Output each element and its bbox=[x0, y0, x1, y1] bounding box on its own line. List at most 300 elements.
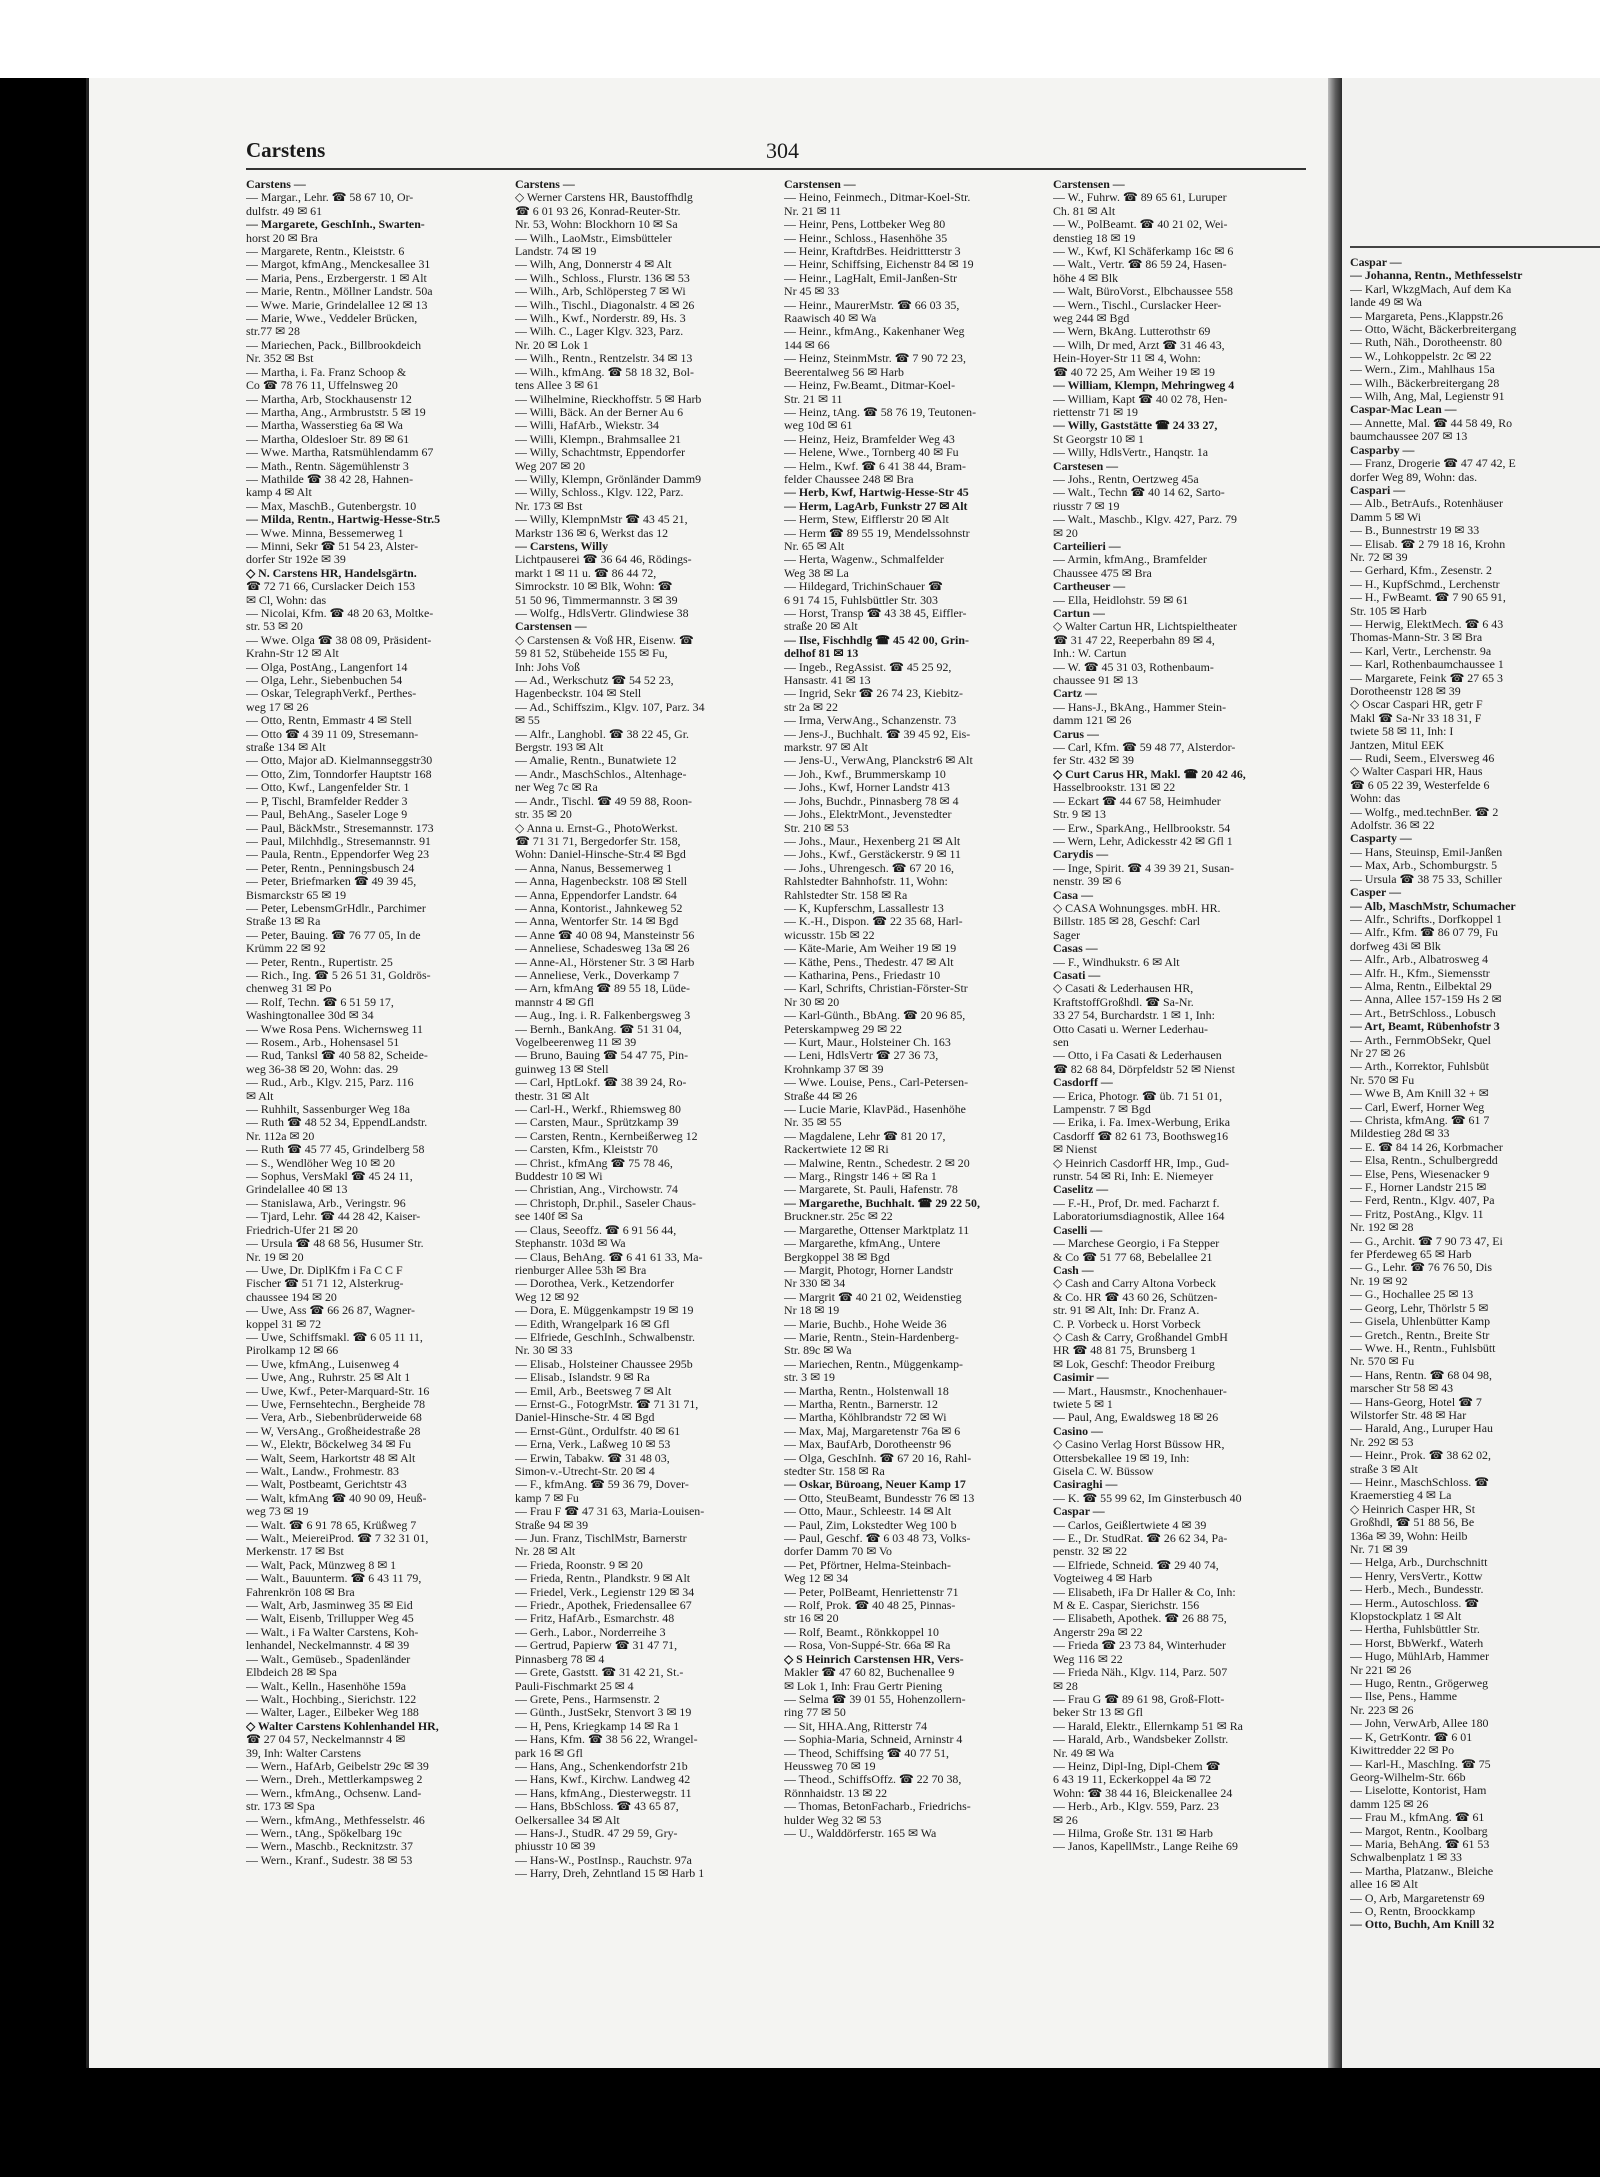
directory-entry-line: Str. 105 ✉ Harb bbox=[1350, 604, 1427, 618]
directory-entry-line: — Margot, kfmAng., Menckesallee 31 bbox=[246, 258, 431, 272]
directory-entry-line: — Wern., kfmAng., Ochsenw. Land- bbox=[246, 1786, 422, 1800]
directory-entry-line: chaussee 194 ✉ 20 bbox=[246, 1290, 337, 1304]
directory-entry-line: — Dora, E. Müggenkampstr 19 ✉ 19 bbox=[515, 1304, 694, 1318]
directory-entry-line: — Fritz, PostAng., Klgv. 11 bbox=[1350, 1207, 1484, 1221]
directory-entry-line: — Heinr., MaurerMstr. ☎ 66 03 35, bbox=[784, 298, 960, 312]
directory-entry-line: — Karl, Vertr., Lerchenstr. 9a bbox=[1350, 644, 1492, 658]
directory-entry-line: — Paul, BäckMstr., Stresemannstr. 173 bbox=[246, 821, 434, 835]
directory-entry-line: Daniel-Hinsche-Str. 4 ✉ Bgd bbox=[515, 1411, 655, 1425]
directory-entry-line: — Rolf, Techn. ☎ 6 51 59 17, bbox=[246, 995, 394, 1009]
directory-entry-line: — Rosem., Arb., Hohensasel 51 bbox=[246, 1036, 400, 1049]
directory-entry-line: — Anna, Nanus, Bessemerweg 1 bbox=[515, 861, 673, 875]
directory-entry-line: ◇ Casati & Lederhausen HR, bbox=[1053, 982, 1194, 996]
surname-heading: Casimir — bbox=[1053, 1371, 1109, 1385]
directory-entry-line: — Willy, Klempn, Grönländer Damm9 bbox=[515, 472, 702, 486]
directory-entry-line: Rahlstedter Bahnhofstr. 11, Wohn: bbox=[784, 875, 948, 889]
directory-entry-line: Ottersbekallee 19 ✉ 19, Inh: bbox=[1053, 1451, 1190, 1465]
directory-entry-line: — Hans, Ang., Schenkendorfstr 21b bbox=[515, 1759, 688, 1773]
directory-entry-line: — Emil, Arb., Beetsweg 7 ✉ Alt bbox=[515, 1384, 672, 1398]
directory-entry-line: ☎ 71 31 71, Bergedorfer Str. 158, bbox=[515, 834, 681, 848]
directory-entry-line: — Arth., FernmObSekr, Quel bbox=[1350, 1033, 1491, 1047]
directory-entry-line: — Leni, HdlsVertr ☎ 27 36 73, bbox=[784, 1049, 939, 1063]
directory-entry-line: — Anna, Eppendorfer Landstr. 64 bbox=[515, 888, 677, 902]
directory-entry-line: — Hugo, MühlArb, Hammer bbox=[1350, 1650, 1490, 1664]
surname-heading: Caspar-Mac Lean — bbox=[1350, 403, 1457, 417]
directory-entry-line: Peterskampweg 29 ✉ 22 bbox=[784, 1022, 902, 1036]
directory-entry-line: — Marchese Georgio, i Fa Stepper bbox=[1053, 1237, 1220, 1251]
directory-entry-line: — Otto, Rentn, Emmastr 4 ✉ Stell bbox=[246, 714, 412, 728]
directory-entry-line: ✉ Lok, Geschf: Theodor Freiburg bbox=[1053, 1357, 1215, 1371]
directory-entry-line: — Willi, Bäck. An der Berner Au 6 bbox=[515, 405, 684, 419]
directory-entry-line: — Carl, Kfm. ☎ 59 48 77, Alsterdor- bbox=[1053, 741, 1236, 755]
directory-entry-line: — Andr., MaschSchlos., Altenhage- bbox=[515, 767, 687, 781]
directory-entry-line: — Paul, Milchhdlg., Stresemannstr. 91 bbox=[246, 834, 431, 848]
directory-entry-line: — Gerhard, Kfm., Zesenstr. 2 bbox=[1350, 564, 1492, 578]
directory-entry-line: Laboratoriumsdiagnostik, Allee 164 bbox=[1053, 1210, 1225, 1224]
directory-entry-line: Buddestr 10 ✉ Wi bbox=[515, 1170, 603, 1184]
directory-entry-line: — Rich., Ing. ☎ 5 26 51 31, Goldrös- bbox=[246, 968, 431, 982]
directory-entry-line: Weg 207 ✉ 20 bbox=[515, 459, 586, 473]
directory-entry-line: — Hans-J., StudR. 47 29 59, Gry- bbox=[515, 1826, 678, 1840]
directory-entry-line: denstieg 18 ✉ 19 bbox=[1053, 231, 1136, 245]
directory-entry-line: Bergstr. 193 ✉ Alt bbox=[515, 741, 604, 755]
directory-entry-line: — Otto, i Fa Casati & Lederhausen bbox=[1053, 1049, 1222, 1063]
directory-entry-line: riusstr 7 ✉ 19 bbox=[1053, 499, 1120, 513]
directory-entry-line: Nr 330 ✉ 34 bbox=[784, 1277, 846, 1291]
directory-entry-line: — Herta, Wagenw., Schmalfelder bbox=[784, 553, 944, 567]
directory-entry-line: — Willy, Schloss., Klgv. 122, Parz. bbox=[515, 486, 684, 500]
directory-entry-line: — Helene, Wwe., Tornberg 40 ✉ Fu bbox=[784, 446, 959, 460]
directory-entry-line: Bismarckstr 65 ✉ 19 bbox=[246, 888, 347, 902]
directory-entry-line: ☎ 82 68 84, Dörpfeldstr 52 ✉ Nienst bbox=[1053, 1062, 1235, 1076]
directory-entry-line: — Hans-W., PostInsp., Rauchstr. 97a bbox=[515, 1853, 692, 1867]
directory-entry-line: — Wilh, Ang, Donnerstr 4 ✉ Alt bbox=[515, 258, 672, 272]
directory-entry-line: — Peter, PolBeamt, Henriettenstr 71 bbox=[784, 1585, 959, 1599]
directory-entry-line: — Uwe, Ang., Ruhrstr. 25 ✉ Alt 1 bbox=[246, 1371, 411, 1385]
directory-entry-line: Thomas-Mann-Str. 3 ✉ Bra bbox=[1350, 631, 1483, 645]
directory-entry-line: — Ilse, Pens., Hamme bbox=[1350, 1690, 1457, 1704]
directory-entry-line: Weg 12 ✉ 92 bbox=[515, 1290, 580, 1304]
directory-entry-line: Inh.: W. Cartun bbox=[1053, 647, 1127, 661]
directory-entry-line: Bruckner.str. 25c ✉ 22 bbox=[784, 1210, 893, 1224]
directory-entry-line: — Martha, Rentn., Barnerstr. 12 bbox=[784, 1397, 938, 1411]
directory-entry-line: Nr. 570 ✉ Fu bbox=[1350, 1073, 1415, 1087]
directory-entry-line: dorfer Weg 89, Wohn: das. bbox=[1350, 470, 1478, 484]
directory-entry-line: — Karl-Günth., BbAng. ☎ 20 96 85, bbox=[784, 1009, 966, 1023]
directory-entry-line: Mildestieg 28d ✉ 33 bbox=[1350, 1127, 1450, 1141]
directory-entry-line: — S., Wendlöher Weg 10 ✉ 20 bbox=[246, 1156, 395, 1170]
directory-entry-line: — Alfr., Schrifts., Dorfkoppel 1 bbox=[1350, 912, 1502, 926]
directory-entry-line: — Elisab., Islandstr. 9 ✉ Ra bbox=[515, 1371, 650, 1385]
directory-entry-line: — Armin, kfmAng., Bramfelder bbox=[1053, 553, 1207, 567]
directory-entry-line: — John, VerwArb, Allee 180 bbox=[1350, 1717, 1489, 1731]
directory-entry-line: allee 16 ✉ Alt bbox=[1350, 1878, 1418, 1892]
directory-entry-line: Nr. 65 ✉ Alt bbox=[784, 539, 845, 553]
directory-entry-line: — Wilh. C., Lager Klgv. 323, Parz. bbox=[515, 325, 684, 339]
directory-entry-line: — Wern, BkAng. Lutterothstr 69 bbox=[1053, 325, 1211, 339]
directory-entry-line: — Alfr., Kfm. ☎ 86 07 79, Fu bbox=[1350, 926, 1498, 940]
directory-entry-line: Nr 18 ✉ 19 bbox=[784, 1304, 840, 1318]
directory-entry-line: — Walt, Seem, Harkortstr 48 ✉ Alt bbox=[246, 1451, 416, 1465]
directory-entry-line: — Paula, Rentn., Eppendorfer Weg 23 bbox=[246, 848, 430, 862]
directory-entry-line: — Johanna, Rentn., Methfesselstr bbox=[1350, 269, 1523, 283]
directory-entry-line: — Lucie Marie, KlavPäd., Hasenhöhe bbox=[784, 1103, 966, 1117]
surname-heading: Casper — bbox=[1350, 886, 1401, 900]
directory-entry-line: chaussee 91 ✉ 13 bbox=[1053, 674, 1138, 688]
directory-entry-line: — Hans, BbSchloss. ☎ 43 65 87, bbox=[515, 1800, 679, 1814]
directory-entry-line: — Hans-J., BkAng., Hammer Stein- bbox=[1053, 700, 1227, 714]
directory-entry-line: lande 49 ✉ Wa bbox=[1350, 296, 1422, 310]
directory-entry-line: — Jun. Franz, TischlMstr, Barnerstr bbox=[515, 1532, 687, 1546]
directory-entry-line: — Art., BetrSchloss., Lobusch bbox=[1350, 1006, 1496, 1020]
directory-entry-line: — Theod., SchiffsOffz. ☎ 22 70 38, bbox=[784, 1773, 962, 1787]
directory-entry-line: Merkenstr. 17 ✉ Bst bbox=[246, 1545, 344, 1559]
directory-entry-line: Nr. 19 ✉ 92 bbox=[1350, 1274, 1408, 1288]
directory-entry-line: — Carsten, Rentn., Kernbeißerweg 12 bbox=[515, 1129, 698, 1143]
directory-entry-line: Schwalbenplatz 1 ✉ 33 bbox=[1350, 1851, 1462, 1865]
directory-entry-line: 59 81 52, Stübeheide 155 ✉ Fu, bbox=[515, 647, 668, 661]
directory-entry-line: Elbdeich 28 ✉ Spa bbox=[246, 1666, 337, 1680]
directory-entry-line: — Herm, Stew, Eifflerstr 20 ✉ Alt bbox=[784, 513, 949, 527]
directory-entry-line: — Arn, kfmAng ☎ 89 55 18, Lüde- bbox=[515, 982, 690, 996]
directory-entry-line: — G., Archit. ☎ 7 90 73 47, Ei bbox=[1350, 1234, 1503, 1248]
directory-entry-line: — O, Arb, Margaretenstr 69 bbox=[1350, 1891, 1485, 1905]
directory-entry-line: — F., kfmAng. ☎ 59 36 79, Dover- bbox=[515, 1478, 689, 1492]
surname-heading: Casparby — bbox=[1350, 443, 1415, 457]
directory-entry-line: — Anna, Kontorist., Jahnkeweg 52 bbox=[515, 901, 683, 915]
directory-entry-line: — Ruth ☎ 45 77 45, Grindelberg 58 bbox=[246, 1143, 425, 1157]
directory-entry-line: ✉ Alt bbox=[246, 1089, 274, 1103]
directory-entry-line: ✉ Nienst bbox=[1053, 1143, 1097, 1157]
directory-entry-line: Nr 221 ✉ 26 bbox=[1350, 1663, 1412, 1677]
directory-entry-line: — Max, BaufArb, Dorotheenstr 96 bbox=[784, 1438, 952, 1452]
directory-entry-line: Nr. 19 ✉ 20 bbox=[246, 1250, 304, 1264]
directory-entry-line: — William, Kapt ☎ 40 02 78, Hen- bbox=[1053, 392, 1228, 406]
directory-entry-line: — Ernst-G., FotogrMstr. ☎ 71 31 71, bbox=[515, 1397, 699, 1411]
directory-columns bbox=[246, 178, 1316, 2033]
directory-entry-line: — Hilma, Große Str. 131 ✉ Harb bbox=[1053, 1826, 1213, 1840]
directory-entry-line: — Frau G ☎ 89 61 98, Groß-Flott- bbox=[1053, 1692, 1225, 1706]
directory-entry-line: — Walt., Landw., Frohmestr. 83 bbox=[246, 1465, 399, 1478]
directory-entry-line: — Frieda Näh., Klgv. 114, Parz. 507 bbox=[1053, 1666, 1228, 1680]
directory-entry-line: straße 20 ✉ Alt bbox=[784, 620, 858, 634]
directory-entry-line: Krahn-Str 12 ✉ Alt bbox=[246, 647, 339, 661]
directory-entry-line: — Helm., Kwf. ☎ 6 41 38 44, Bram- bbox=[784, 459, 966, 473]
directory-entry-line: Rahlstedter Str. 158 ✉ Ra bbox=[784, 888, 908, 902]
directory-entry-line: — Heino, Feinmech., Ditmar-Koel-Str. bbox=[784, 191, 971, 205]
directory-entry-line: — E., Dr. StudRat. ☎ 26 62 34, Pa- bbox=[1053, 1532, 1228, 1546]
directory-entry-line: — Pet, Pförtner, Helma-Steinbach- bbox=[784, 1558, 951, 1572]
directory-entry-line: — Walt, Postbeamt, Gerichtstr 43 bbox=[246, 1478, 407, 1492]
directory-entry-line: — Andr., Tischl. ☎ 49 59 88, Roon- bbox=[515, 794, 693, 808]
directory-entry-line: — Herm ☎ 89 55 19, Mendelssohnstr bbox=[784, 526, 970, 540]
directory-entry-line: — Carl, HptLokf. ☎ 38 39 24, Ro- bbox=[515, 1076, 687, 1090]
directory-entry-line: ☎ 6 01 93 26, Konrad-Reuter-Str. bbox=[515, 204, 681, 218]
directory-entry-line: — Margit, Photogr, Horner Landstr bbox=[784, 1263, 954, 1277]
directory-entry-line: — Wern, Lehr, Adickesstr 42 ✉ Gfl 1 bbox=[1053, 834, 1233, 848]
directory-entry-line: — Maria, Pens., Erzbergerstr. 1 ✉ Alt bbox=[246, 271, 427, 285]
directory-entry-line: — Alb., BetrAufs., Rotenhäuser bbox=[1350, 497, 1503, 511]
directory-entry-line: — Uwe, Dr. DiplKfm i Fa C C F bbox=[246, 1263, 403, 1277]
directory-entry-line: — Wilh., kfmAng. ☎ 58 18 32, Bol- bbox=[515, 365, 694, 379]
directory-entry-line: Straße 13 ✉ Ra bbox=[246, 915, 321, 929]
directory-entry-line: — K, GetrKontr. ☎ 6 01 bbox=[1350, 1730, 1473, 1744]
directory-entry-line: — Walt., Vertr. ☎ 86 59 24, Hasen- bbox=[1053, 258, 1227, 272]
directory-entry-line: — H., FwBeamt. ☎ 7 90 65 91, bbox=[1350, 591, 1506, 605]
directory-entry-line: — Herb, Kwf, Hartwig-Hesse-Str 45 bbox=[784, 486, 969, 500]
directory-entry-line: Krohnkamp 37 ✉ 39 bbox=[784, 1062, 884, 1076]
directory-entry-line: Damm 5 ✉ Wi bbox=[1350, 510, 1422, 524]
directory-entry-line: — Marie, Rentn., Möllner Landstr. 50a bbox=[246, 285, 433, 299]
directory-entry-line: ✉ Cl, Wohn: das bbox=[246, 593, 327, 607]
directory-entry-line: — Uwe, Schiffsmakl. ☎ 6 05 11 11, bbox=[246, 1330, 423, 1344]
directory-entry-line: penstr. 32 ✉ 22 bbox=[1053, 1545, 1128, 1559]
directory-entry-line: damm 125 ✉ 26 bbox=[1350, 1797, 1429, 1811]
surname-heading: Casati — bbox=[1053, 968, 1101, 982]
directory-entry-line: ◇ Walter Carstens Kohlenhandel HR, bbox=[246, 1719, 439, 1733]
directory-entry-line: Vogelbeerenweg 11 ✉ 39 bbox=[515, 1036, 637, 1049]
directory-entry-line: — Martha, Rentn., Holstenwall 18 bbox=[784, 1384, 949, 1398]
directory-entry-line: — Käte-Marie, Am Weiher 19 ✉ 19 bbox=[784, 942, 957, 956]
directory-entry-line: ◇ Heinrich Casper HR, St bbox=[1350, 1502, 1476, 1516]
directory-entry-line: — Ferd, Rentn., Klgv. 407, Pa bbox=[1350, 1194, 1495, 1208]
directory-entry-line: kamp 4 ✉ Alt bbox=[246, 486, 312, 500]
directory-entry-line: & Co. HR ☎ 43 60 26, Schützen- bbox=[1053, 1290, 1218, 1304]
directory-entry-line: — Nicolai, Kfm. ☎ 48 20 63, Moltke- bbox=[246, 607, 434, 620]
directory-entry-line: ◇ Curt Carus HR, Makl. ☎ 20 42 46, bbox=[1053, 767, 1246, 781]
directory-entry-line: Pauli-Fischmarkt 25 ✉ 4 bbox=[515, 1679, 634, 1693]
directory-entry-line: Landstr. 74 ✉ 19 bbox=[515, 245, 597, 259]
directory-entry-line: — Margareta, Pens.,Klappstr.26 bbox=[1350, 309, 1504, 323]
directory-entry-line: Wohn: das bbox=[1350, 792, 1401, 806]
directory-entry-line: — Harald, Ang., Luruper Hau bbox=[1350, 1422, 1493, 1436]
directory-entry-line: ✉ Lok 1, Inh: Frau Gertr Piening bbox=[784, 1679, 943, 1693]
directory-entry-line: — Walt, Eisenb, Trillupper Weg 45 bbox=[246, 1612, 414, 1626]
directory-entry-line: — Martha, Wasserstieg 6a ✉ Wa bbox=[246, 419, 403, 433]
directory-entry-line: Nr. 28 ✉ Alt bbox=[515, 1545, 576, 1559]
directory-entry-line: twiete 5 ✉ 1 bbox=[1053, 1397, 1113, 1411]
directory-entry-line: — Claus, Seeoffz. ☎ 6 91 56 44, bbox=[515, 1223, 677, 1237]
directory-entry-line: — Erica, Photogr. ☎ üb. 71 51 01, bbox=[1053, 1089, 1223, 1103]
directory-column-1 bbox=[246, 178, 514, 2033]
directory-entry-line: — F.-H., Prof, Dr. med. Facharzt f. bbox=[1053, 1196, 1220, 1210]
directory-entry-line: ◇ Anna u. Ernst-G., PhotoWerkst. bbox=[515, 821, 678, 835]
surname-heading: Carteilieri — bbox=[1053, 539, 1121, 553]
directory-entry-line: ◇ Walter Cartun HR, Lichtspieltheater bbox=[1053, 620, 1237, 634]
directory-entry-line: — Heinr., kfmAng., Kakenhaner Weg bbox=[784, 325, 965, 339]
directory-entry-line: — Alfr., Langhobl. ☎ 38 22 45, Gr. bbox=[515, 727, 690, 741]
directory-entry-line: 6 43 19 11, Eckerkoppel 4a ✉ 72 bbox=[1053, 1773, 1212, 1787]
directory-entry-line: — Wilh., Tischl., Diagonalstr. 4 ✉ 26 bbox=[515, 298, 695, 312]
book-gutter bbox=[1328, 78, 1342, 2068]
directory-entry-line: — Walter, Lager., Eilbeker Weg 188 bbox=[246, 1706, 419, 1720]
directory-entry-line: — Dorothea, Verk., Ketzendorfer bbox=[515, 1277, 674, 1291]
directory-entry-line: — Mariechen, Rentn., Müggenkamp- bbox=[784, 1357, 963, 1371]
directory-entry-line: Str. 210 ✉ 53 bbox=[784, 821, 849, 835]
directory-entry-line: — Wwe. Olga ☎ 38 08 09, Präsident- bbox=[246, 633, 432, 647]
directory-entry-line: — Hans, Kwf., Kirchw. Landweg 42 bbox=[515, 1773, 691, 1787]
directory-entry-line: Pirolkamp 12 ✉ 66 bbox=[246, 1344, 339, 1358]
directory-entry-line: twiete 58 ✉ 11, Inh: I bbox=[1350, 725, 1454, 739]
surname-heading: Caspar — bbox=[1350, 256, 1402, 269]
directory-entry-line: — Malwine, Rentn., Schedestr. 2 ✉ 20 bbox=[784, 1156, 970, 1170]
directory-entry-line: — Carsten, Kfm., Kleiststr 70 bbox=[515, 1143, 659, 1157]
directory-entry-line: — Heinr, KraftdrBes. Heidrittterstr 3 bbox=[784, 245, 961, 259]
directory-entry-line: — Anne-Al., Hörstener Str. 3 ✉ Harb bbox=[515, 955, 695, 969]
directory-entry-line: — Wilh, Ang, Mal, Legienstr 91 bbox=[1350, 390, 1505, 404]
directory-entry-line: — Paul, BehAng., Saseler Loge 9 bbox=[246, 808, 408, 822]
directory-entry-line: weg 17 ✉ 26 bbox=[246, 700, 309, 714]
directory-entry-line: ◇ Carstensen & Voß HR, Eisenw. ☎ bbox=[515, 633, 694, 647]
directory-entry-line: 51 50 96, Timmermannstr. 3 ✉ 39 bbox=[515, 593, 678, 607]
directory-entry-line: ◇ Oscar Caspari HR, getr F bbox=[1350, 698, 1483, 712]
directory-entry-line: — G., Lehr. ☎ 76 76 50, Dis bbox=[1350, 1261, 1492, 1275]
directory-entry-line: str. 35 ✉ 20 bbox=[515, 808, 572, 822]
directory-entry-line: — Georg, Lehr, Thörlstr 5 ✉ bbox=[1350, 1301, 1489, 1315]
directory-entry-line: Krümm 22 ✉ 92 bbox=[246, 942, 326, 956]
directory-entry-line: Nr. 352 ✉ Bst bbox=[246, 352, 314, 366]
directory-entry-line: — Otto, Maur., Schleestr. 14 ✉ Alt bbox=[784, 1505, 952, 1519]
directory-entry-line: Nr. 53, Wohn: Blockhorn 10 ✉ Sa bbox=[515, 218, 678, 232]
directory-entry-line: Nr 45 ✉ 33 bbox=[784, 285, 840, 299]
directory-entry-line: Lampenstr. 7 ✉ Bgd bbox=[1053, 1103, 1151, 1117]
directory-entry-line: Nr. 49 ✉ Wa bbox=[1053, 1746, 1114, 1760]
directory-entry-line: — Wern., HafArb, Geibelstr 29c ✉ 39 bbox=[246, 1759, 429, 1773]
directory-entry-line: — Karl, Schrifts, Christian-Förster-Str bbox=[784, 982, 968, 996]
surname-heading: Caselitz — bbox=[1053, 1183, 1109, 1197]
directory-entry-line: — Margot, Rentn., Koolbarg bbox=[1350, 1824, 1488, 1838]
directory-entry-line: Fahrenkrön 108 ✉ Bra bbox=[246, 1585, 355, 1599]
directory-entry-line: — Paul, Geschf. ☎ 6 03 48 73, Volks- bbox=[784, 1532, 971, 1546]
directory-entry-line: 39, Inh: Walter Carstens bbox=[246, 1746, 362, 1760]
directory-entry-line: — Irma, VerwAng., Schanzenstr. 73 bbox=[784, 714, 957, 728]
surname-heading: Carydis — bbox=[1053, 848, 1109, 862]
directory-entry-line: Nr. 71 ✉ 39 bbox=[1350, 1543, 1408, 1556]
directory-entry-line: — Anneliese, Schadesweg 13a ✉ 26 bbox=[515, 942, 690, 956]
directory-entry-line: — Walt., i Fa Walter Carstens, Koh- bbox=[246, 1625, 419, 1639]
directory-entry-line: — Olga, Lehr., Siebenbuchen 54 bbox=[246, 674, 403, 688]
directory-entry-line: Weg 12 ✉ 34 bbox=[784, 1572, 849, 1586]
surname-heading: Cartz — bbox=[1053, 687, 1097, 701]
directory-entry-line: — Walt., Techn ☎ 40 14 62, Sarto- bbox=[1053, 486, 1225, 500]
directory-entry-line: Ch. 81 ✉ Alt bbox=[1053, 204, 1116, 218]
directory-entry-line: Heussweg 70 ✉ 19 bbox=[784, 1759, 876, 1773]
directory-entry-line: — Ernst-Günt., Ordulfstr. 40 ✉ 61 bbox=[515, 1424, 681, 1438]
surname-heading: Caspar — bbox=[1053, 1505, 1105, 1519]
directory-entry-line: hulder Weg 32 ✉ 53 bbox=[784, 1813, 882, 1827]
directory-entry-line: baumchaussee 207 ✉ 13 bbox=[1350, 430, 1468, 444]
directory-entry-line: Adolfstr. 36 ✉ 22 bbox=[1350, 819, 1435, 833]
directory-entry-line: — W., Lohkoppelstr. 2c ✉ 22 bbox=[1350, 349, 1492, 363]
directory-entry-line: — Heinr, Pens, Lottbeker Weg 80 bbox=[784, 218, 946, 232]
directory-entry-line: — Herwig, ElektMech. ☎ 6 43 bbox=[1350, 617, 1504, 631]
directory-entry-line: ✉ 20 bbox=[1053, 526, 1078, 540]
directory-entry-line: — Peter, Rentn., Rupertistr. 25 bbox=[246, 955, 393, 969]
directory-entry-line: — Helga, Arb., Durchschnitt bbox=[1350, 1556, 1488, 1570]
directory-entry-line: weg 244 ✉ Bgd bbox=[1053, 312, 1130, 326]
directory-entry-line: — Willy, HdlsVertr., Hanqstr. 1a bbox=[1053, 446, 1209, 460]
directory-entry-line: — W. ☎ 45 31 03, Rothenbaum- bbox=[1053, 660, 1214, 674]
directory-entry-line: — Marie, Rentn., Stein-Hardenberg- bbox=[784, 1330, 959, 1344]
directory-entry-line: — Sit, HHA.Ang, Ritterstr 74 bbox=[784, 1719, 928, 1733]
directory-entry-line: — Grete, Gaststt. ☎ 31 42 21, St.- bbox=[515, 1666, 684, 1680]
directory-entry-line: Makl ☎ Sa-Nr 33 18 31, F bbox=[1350, 711, 1482, 725]
directory-entry-line: — Max, MaschB., Gutenbergstr. 10 bbox=[246, 499, 417, 513]
directory-entry-line: rienburger Allee 53h ✉ Bra bbox=[515, 1263, 647, 1277]
directory-entry-line: Wilstorfer Str. 48 ✉ Har bbox=[1350, 1408, 1467, 1422]
directory-entry-line: — Art, Beamt, Rübenhofstr 3 bbox=[1350, 1020, 1500, 1034]
directory-entry-line: — W., Elektr, Böckelweg 34 ✉ Fu bbox=[246, 1438, 412, 1452]
directory-entry-line: — Ingeb., RegAssist. ☎ 45 25 92, bbox=[784, 660, 952, 674]
directory-entry-line: ◇ Heinrich Casdorff HR, Imp., Gud- bbox=[1053, 1156, 1230, 1170]
directory-entry-line: — Horst, BbWerkf., Waterh bbox=[1350, 1636, 1484, 1650]
directory-entry-line: — Joh., Kwf., Brummerskamp 10 bbox=[784, 767, 946, 781]
directory-entry-line: — Uwe, Fernsehtechn., Bergheide 78 bbox=[246, 1397, 426, 1411]
directory-entry-line: — Uwe, kfmAng., Luisenweg 4 bbox=[246, 1357, 399, 1371]
directory-entry-line: fer Pferdeweg 65 ✉ Harb bbox=[1350, 1248, 1472, 1262]
directory-entry-line: — Jens-J., Buchhalt. ☎ 39 45 92, Eis- bbox=[784, 727, 971, 741]
directory-entry-line: — Ad., Schiffszim., Klgv. 107, Parz. 34 bbox=[515, 700, 705, 714]
directory-entry-line: ◇ Walter Caspari HR, Haus bbox=[1350, 765, 1483, 779]
directory-entry-line: Nr. 112a ✉ 20 bbox=[246, 1129, 315, 1143]
directory-entry-line: 6 91 74 15, Fuhlsbüttler Str. 303 bbox=[784, 593, 938, 607]
directory-entry-line: ☎ 31 47 22, Reeperbahn 89 ✉ 4, bbox=[1053, 633, 1215, 647]
directory-entry-line: — Carlos, Geißlertwiete 4 ✉ 39 bbox=[1053, 1518, 1207, 1532]
directory-entry-line: Fischer ☎ 51 71 12, Alsterkrug- bbox=[246, 1277, 404, 1291]
directory-entry-line: — Liselotte, Kontorist, Ham bbox=[1350, 1784, 1487, 1798]
directory-entry-line: guinweg 13 ✉ Stell bbox=[515, 1062, 609, 1076]
directory-entry-line: — Rudi, Seem., Elversweg 46 bbox=[1350, 752, 1495, 766]
directory-entry-line: — Aug., Ing. i. R. Falkenbergsweg 3 bbox=[515, 1009, 691, 1023]
directory-entry-line: — Frieda ☎ 23 73 84, Winterhuder bbox=[1053, 1639, 1226, 1653]
directory-entry-line: — Margarete, Rentn., Kleiststr. 6 bbox=[246, 245, 405, 259]
directory-entry-line: Kraemerstieg 4 ✉ La bbox=[1350, 1489, 1452, 1503]
directory-entry-line: Nr 27 ✉ 26 bbox=[1350, 1046, 1406, 1060]
directory-entry-line: fer Str. 432 ✉ 39 bbox=[1053, 754, 1134, 768]
directory-entry-line: HR ☎ 48 81 75, Brunsberg 1 bbox=[1053, 1344, 1197, 1358]
directory-entry-line: ◇ Cash and Carry Altona Vorbeck bbox=[1053, 1277, 1216, 1291]
directory-entry-line: Nr. 21 ✉ 11 bbox=[784, 204, 842, 218]
directory-entry-line: — Wilh, Dr med, Arzt ☎ 31 46 43, bbox=[1053, 338, 1225, 352]
directory-entry-line: koppel 31 ✉ 72 bbox=[246, 1317, 322, 1331]
directory-entry-line: str. 173 ✉ Spa bbox=[246, 1800, 315, 1814]
directory-entry-line: Georg-Wilhelm-Str. 66b bbox=[1350, 1770, 1466, 1784]
directory-entry-line: ◇ Cash & Carry, Großhandel GmbH bbox=[1053, 1330, 1228, 1344]
directory-entry-line: — Erw., SparkAng., Hellbrookstr. 54 bbox=[1053, 821, 1231, 835]
directory-entry-line: stedter Str. 158 ✉ Ra bbox=[784, 1465, 885, 1478]
directory-entry-line: — Anna, Wentorfer Str. 14 ✉ Bgd bbox=[515, 915, 679, 929]
directory-entry-line: ☎ 40 72 25, Am Weiher 19 ✉ 19 bbox=[1053, 365, 1215, 379]
directory-entry-line: Nr. 570 ✉ Fu bbox=[1350, 1355, 1415, 1369]
directory-entry-line: — Hildegard, TrichinSchauer ☎ bbox=[784, 580, 943, 594]
directory-entry-line: ✉ 26 bbox=[1053, 1813, 1078, 1827]
directory-entry-line: — Wern., Dreh., Mettlerkampsweg 2 bbox=[246, 1773, 423, 1787]
directory-entry-line: Str. 21 ✉ 11 bbox=[784, 392, 843, 406]
directory-entry-line: — Grete, Pens., Harmsenstr. 2 bbox=[515, 1692, 660, 1706]
directory-entry-line: Kiwittredder 22 ✉ Po bbox=[1350, 1744, 1455, 1758]
directory-entry-line: — Elisabeth, Apothek. ☎ 26 88 75, bbox=[1053, 1612, 1227, 1626]
directory-entry-line: Nr. 20 ✉ Lok 1 bbox=[515, 338, 589, 352]
directory-entry-line: — Wilh., Schloss., Flurstr. 136 ✉ 53 bbox=[515, 271, 690, 285]
directory-entry-line: Nr. 173 ✉ Bst bbox=[515, 499, 583, 513]
directory-entry-line: — Margarete, Feink ☎ 27 65 3 bbox=[1350, 671, 1503, 685]
directory-entry-line: — Hans, Rentn. ☎ 68 04 98, bbox=[1350, 1368, 1492, 1382]
directory-entry-line: Dorotheenstr 128 ✉ 39 bbox=[1350, 685, 1461, 698]
directory-entry-line: — Anne ☎ 40 08 94, Mansteinstr 56 bbox=[515, 928, 695, 942]
directory-entry-line: Nr 30 ✉ 20 bbox=[784, 995, 840, 1009]
directory-entry-line: — Erika, i. Fa. Imex-Werbung, Erika bbox=[1053, 1116, 1231, 1130]
directory-entry-line: — Anna, Allee 157-159 Hs 2 ✉ bbox=[1350, 993, 1502, 1007]
